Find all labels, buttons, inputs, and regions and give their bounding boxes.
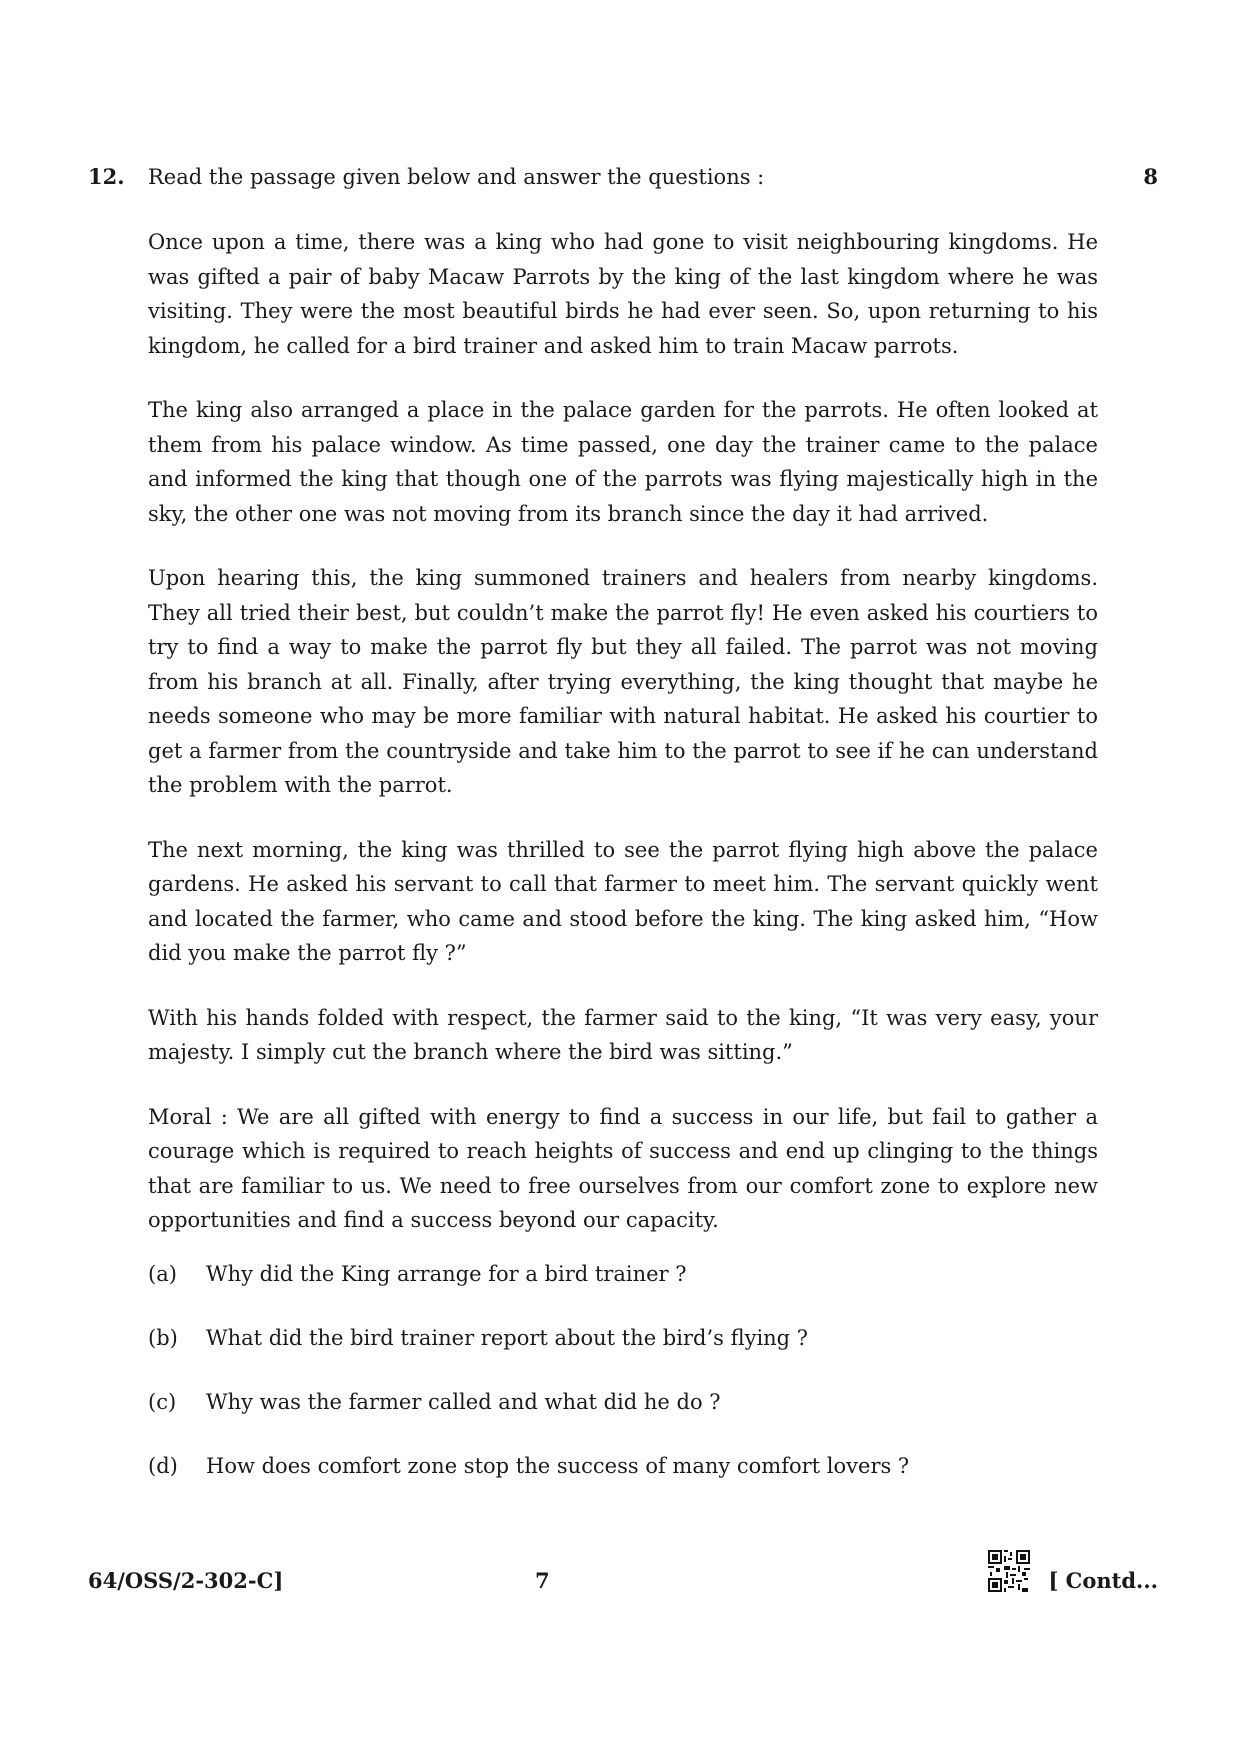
sub-question-list: [148, 1262, 1098, 1518]
sub-question-text: What did the bird trainer report about the bird’s flying ?: [206, 1326, 809, 1350]
sub-question-label: (a): [148, 1262, 177, 1286]
sub-question-text: How does comfort zone stop the success of many comfort lovers ?: [206, 1454, 910, 1478]
passage-paragraph: With his hands folded with respect, the farmer said to the king, “It was very easy, your majesty. I simply cut the branch where the bird was sitting.”: [148, 1005, 1098, 1064]
passage-moral: Moral : We are all gifted with energy to find a success in our life, but fail to gather a courage which is required to reach heights of success and end up clinging to the things that are familiar to us. We need to free ourselves from our comfort zone to explore new opportunities and find a success beyond our capacity.: [148, 1104, 1098, 1232]
question-number: 12.: [88, 164, 125, 189]
page-footer: [88, 1550, 1158, 1600]
qr-code-icon: [988, 1550, 1030, 1592]
question-marks: 8: [1143, 164, 1158, 189]
passage-paragraph: The king also arranged a place in the palace garden for the parrots. He often looked at them from his palace window. As time passed, one day the trainer came to the palace and informed the king that though one of the parrots was flying majestically high in the sky, the other one was not moving from its branch since the day it had arrived.: [148, 398, 1098, 526]
question-header: [88, 164, 1158, 189]
sub-question-text: Why was the farmer called and what did he do ?: [206, 1390, 721, 1414]
question-instruction: Read the passage given below and answer the questions :: [148, 165, 765, 189]
passage-paragraph: Once upon a time, there was a king who had gone to visit neighbouring kingdoms. He was gifted a pair of baby Macaw Parrots by the king of the last kingdom where he was visiting. They were the most beautiful birds he had ever seen. So, upon returning to his kingdom, he called for a bird trainer and asked him to train Macaw parrots.: [148, 230, 1098, 358]
sub-question: [148, 1390, 1098, 1454]
paper-code: 64/OSS/2-302-C]: [88, 1568, 284, 1593]
passage-paragraph: Upon hearing this, the king summoned trainers and healers from nearby kingdoms. They all tried their best, but couldn’t make the parrot fly! He even asked his courtiers to try to find a way to make the parrot fly but they all failed. The parrot was not moving from his branch at all. Finally, after trying everything, the king thought that maybe he needs someone who may be more familiar with natural habitat. He asked his courtier to get a farmer from the countryside and take him to the parrot to see if he can understand the problem with the parrot.: [148, 566, 1098, 797]
passage-paragraph: The next morning, the king was thrilled to see the parrot flying high above the palace gardens. He asked his servant to call that farmer to meet him. The servant quickly went and located the farmer, who came and stood before the king. The king asked him, “How did you make the parrot fly ?”: [148, 837, 1098, 965]
sub-question-text: Why did the King arrange for a bird trainer ?: [206, 1262, 687, 1286]
continued-label: [ Contd...: [1048, 1568, 1158, 1593]
sub-question: [148, 1454, 1098, 1518]
sub-question-label: (c): [148, 1390, 177, 1414]
page-number: 7: [535, 1568, 550, 1593]
passage: [148, 225, 1098, 1268]
sub-question-label: (d): [148, 1454, 178, 1478]
sub-question-label: (b): [148, 1326, 178, 1350]
sub-question: [148, 1326, 1098, 1390]
sub-question: [148, 1262, 1098, 1326]
